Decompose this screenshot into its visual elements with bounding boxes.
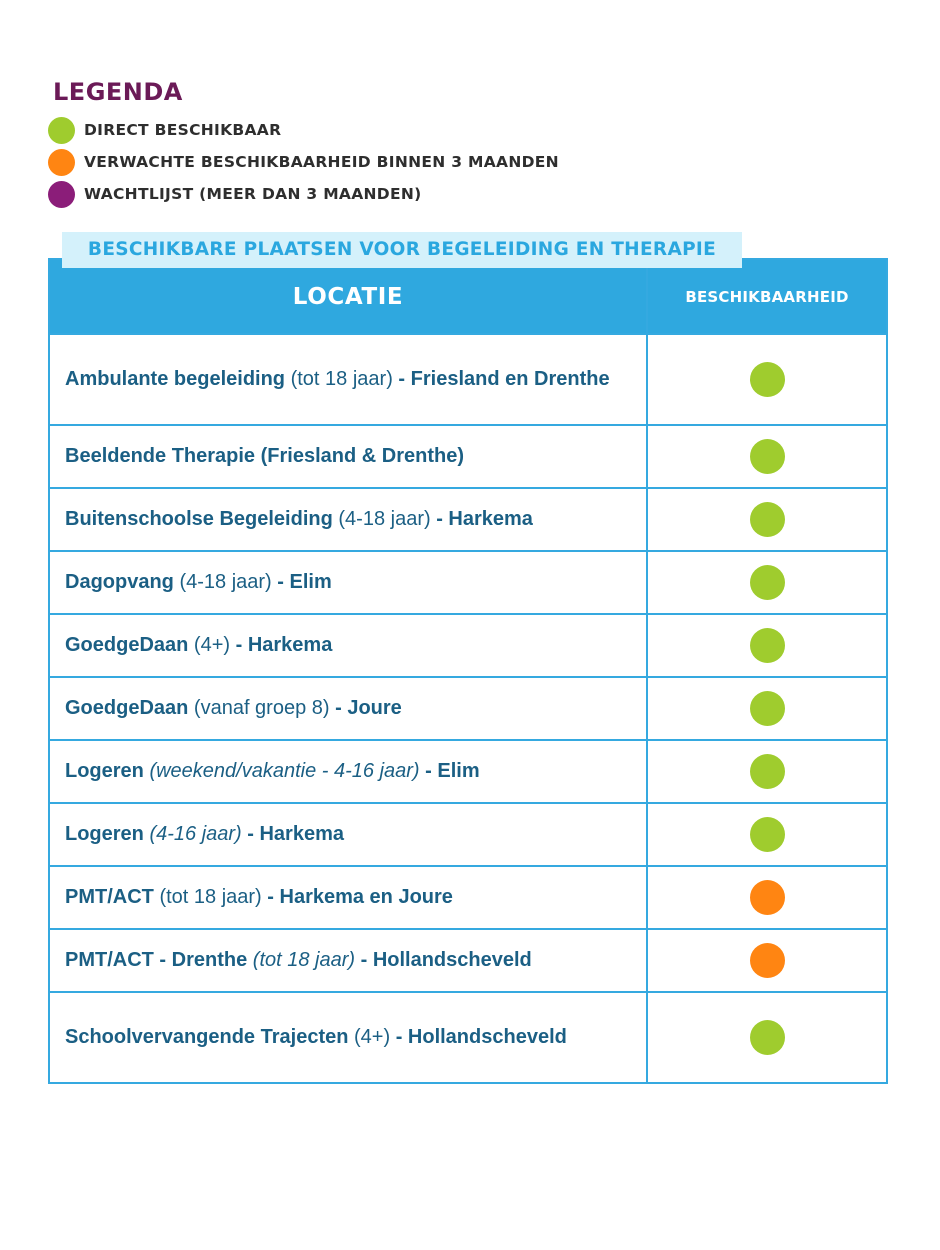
green-dot-icon [750,502,785,537]
purple-dot-icon [48,181,75,208]
table-row [49,425,887,488]
legend-label: WACHTLIJST (MEER DAN 3 MAANDEN) [84,185,422,203]
location-text: - Harkema [235,634,333,656]
location-cell [49,866,647,929]
table-row [49,614,887,677]
location-text: Dagopvang [65,571,174,593]
location-text: - Harkema en Joure [267,886,453,908]
green-dot-icon [750,362,785,397]
table-body [49,334,887,1083]
location-text: Schoolvervangende Trajecten [65,1026,349,1048]
location-text: - Friesland en Drenthe [398,368,610,390]
availability-cell [647,803,887,866]
availability-cell [647,551,887,614]
location-cell [49,992,647,1083]
orange-dot-icon [750,943,785,978]
green-dot-icon [750,628,785,663]
orange-dot-icon [750,880,785,915]
location-cell [49,677,647,740]
green-dot-icon [750,1020,785,1055]
location-text: Logeren [65,823,150,845]
legend-item-waitlist [48,178,559,210]
header-location: LOCATIE [49,259,647,334]
location-text: - Hollandscheveld [395,1026,567,1048]
location-text: (tot 18 jaar) [252,949,356,971]
green-dot-icon [750,565,785,600]
availability-cell [647,425,887,488]
location-text: GoedgeDaan [65,697,189,719]
location-text: PMT/ACT [65,886,154,908]
table-row [49,677,887,740]
section-banner: BESCHIKBARE PLAATSEN VOOR BEGELEIDING EN THERAPIE [62,232,742,268]
availability-table [48,258,888,1084]
availability-cell [647,334,887,425]
location-text: - Harkema [436,508,533,530]
orange-dot-icon [48,149,75,176]
location-text: Logeren [65,760,150,782]
table-row [49,803,887,866]
green-dot-icon [750,691,785,726]
location-text: (4-18 jaar) [332,508,437,530]
location-text: (4-18 jaar) [173,571,278,593]
location-text: - Joure [335,697,402,719]
location-text: Buitenschoolse Begeleiding [65,508,333,530]
availability-cell [647,992,887,1083]
availability-cell [647,614,887,677]
legend [48,78,559,210]
location-text: (weekend/vakantie - 4-16 jaar) [149,760,420,782]
green-dot-icon [750,439,785,474]
table-row [49,929,887,992]
location-text: - Harkema [241,823,344,845]
availability-cell [647,677,887,740]
location-text: (4-16 jaar) [149,823,242,845]
table-row [49,334,887,425]
table-row [49,992,887,1083]
table-row [49,551,887,614]
table-row [49,740,887,803]
location-text: (4+) [188,634,236,656]
location-cell [49,803,647,866]
location-cell [49,929,647,992]
header-availability: BESCHIKBAARHEID [647,259,887,334]
green-dot-icon [48,117,75,144]
location-text: (vanaf groep 8) [188,697,336,719]
location-text: GoedgeDaan [65,634,189,656]
location-text: Beeldende Therapie (Friesland & Drenthe) [65,445,464,467]
table-row [49,866,887,929]
availability-cell [647,929,887,992]
location-cell [49,334,647,425]
location-text: (tot 18 jaar) [153,886,268,908]
location-text: (4+) [348,1026,396,1048]
legend-item-available [48,114,559,146]
green-dot-icon [750,754,785,789]
availability-cell [647,488,887,551]
location-text: (tot 18 jaar) [285,368,399,390]
legend-label: DIRECT BESCHIKBAAR [84,121,282,139]
availability-cell [647,740,887,803]
legend-title: LEGENDA [53,78,183,106]
green-dot-icon [750,817,785,852]
legend-label: VERWACHTE BESCHIKBAARHEID BINNEN 3 MAANDEN [84,153,559,171]
location-cell [49,614,647,677]
location-cell [49,740,647,803]
location-text: - Hollandscheveld [355,949,532,971]
location-text: - Elim [277,571,332,593]
location-cell [49,551,647,614]
table-row [49,488,887,551]
location-text: PMT/ACT - Drenthe [65,949,253,971]
availability-cell [647,866,887,929]
legend-item-soon [48,146,559,178]
location-text: - Elim [419,760,480,782]
location-cell [49,425,647,488]
table-header-row [49,259,887,334]
location-text: Ambulante begeleiding [65,368,286,390]
location-cell [49,488,647,551]
